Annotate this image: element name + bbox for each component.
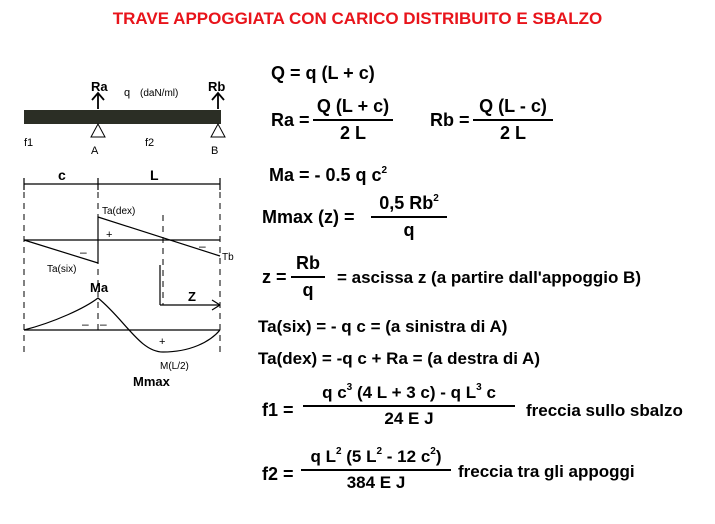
shear-tb: Tb bbox=[222, 252, 234, 263]
formula-ma-text: Ma = - 0.5 q c bbox=[269, 165, 382, 185]
formula-f2-num-a: q L bbox=[310, 447, 336, 466]
support-a-icon bbox=[91, 124, 105, 137]
formula-mmax-denominator: q bbox=[403, 220, 415, 240]
formula-f2-lhs: f2 = bbox=[262, 464, 294, 484]
formula-f2-exp-c: 2 bbox=[430, 446, 436, 457]
formula-ma-exponent: 2 bbox=[381, 165, 388, 176]
shear-sign-minus-right: – bbox=[199, 239, 206, 253]
formula-f1-lhs: f1 = bbox=[262, 400, 294, 420]
formula-f1-description: freccia sullo sbalzo bbox=[526, 401, 683, 420]
formula-rb-lhs: Rb = bbox=[430, 110, 470, 130]
moment-ma: Ma bbox=[90, 280, 109, 295]
label-f2: f2 bbox=[145, 137, 155, 149]
reaction-arrow-a bbox=[92, 93, 104, 109]
page-title: TRAVE APPOGGIATA CON CARICO DISTRIBUITO E SBALZO bbox=[112, 9, 603, 28]
formula-mmax-exponent: 2 bbox=[433, 193, 439, 204]
formula-f2-num-b: (5 L bbox=[346, 447, 377, 466]
dimension-c: c bbox=[58, 167, 66, 183]
formula-z-numerator: Rb bbox=[291, 253, 325, 278]
formula-f2-num-c: - 12 c bbox=[386, 447, 431, 466]
moment-sign-minus-b: – bbox=[100, 317, 107, 331]
formula-ra-lhs: Ra = bbox=[271, 110, 310, 130]
formula-z-description: = ascissa z (a partire dall'appoggio B) bbox=[337, 268, 641, 287]
moment-m-mid: M(L/2) bbox=[160, 361, 189, 372]
formula-ta-six: Ta(six) = - q c = (a sinistra di A) bbox=[258, 317, 508, 336]
formula-f1-denominator: 24 E J bbox=[384, 409, 434, 428]
formula-f1-fraction bbox=[303, 383, 515, 429]
formula-z-lhs: z = bbox=[262, 267, 287, 287]
shear-diagram bbox=[24, 217, 220, 263]
formula-rb-numerator: Q (L - c) bbox=[473, 96, 553, 121]
formula-ra-fraction bbox=[313, 96, 393, 144]
formula-mmax-numerator-text: 0,5 Rb bbox=[379, 193, 434, 213]
formula-f1-num-c: c bbox=[486, 383, 496, 402]
formula-mmax-fraction bbox=[371, 193, 447, 241]
reaction-arrow-b bbox=[212, 93, 224, 109]
formula-f2-denominator: 384 E J bbox=[346, 473, 406, 492]
formula-f2-exp-b: 2 bbox=[376, 446, 383, 457]
formula-f1-numerator bbox=[303, 383, 515, 407]
shear-ta-six: Ta(six) bbox=[47, 264, 77, 275]
formula-mmax-lhs: Mmax (z) = bbox=[262, 207, 355, 227]
formula-f1-exp-b: 3 bbox=[476, 382, 482, 393]
moment-mmax: Mmax bbox=[133, 374, 170, 389]
formula-rb-denominator: 2 L bbox=[499, 123, 526, 143]
formula-f1-num-a: q c bbox=[322, 383, 347, 402]
formula-f2-description: freccia tra gli appoggi bbox=[458, 462, 635, 481]
formula-q-total: Q = q (L + c) bbox=[271, 63, 375, 83]
formula-f2-exp-a: 2 bbox=[335, 446, 342, 457]
beam-diagram bbox=[0, 0, 260, 400]
formula-ta-dex: Ta(dex) = -q c + Ra = (a destra di A) bbox=[258, 349, 540, 368]
formula-f2-fraction bbox=[301, 447, 451, 493]
moment-sign-minus-a: – bbox=[82, 317, 89, 331]
beam bbox=[24, 110, 221, 124]
label-rb: Rb bbox=[208, 79, 226, 94]
formula-f2-num-d: ) bbox=[435, 447, 442, 466]
formula-rb-fraction bbox=[473, 96, 553, 144]
label-f1: f1 bbox=[24, 137, 34, 149]
formula-f1-exp-a: 3 bbox=[346, 382, 353, 393]
formula-z-fraction bbox=[291, 253, 325, 301]
formula-ra-numerator: Q (L + c) bbox=[313, 96, 393, 121]
shear-sign-plus: + bbox=[106, 229, 113, 241]
support-b-icon bbox=[211, 124, 225, 137]
moment-sign-plus: + bbox=[159, 336, 166, 348]
formula-f1-num-b: (4 L + 3 c) - q L bbox=[356, 383, 477, 402]
formula-f2-numerator bbox=[301, 447, 451, 471]
label-support-a: A bbox=[91, 145, 99, 157]
shear-sign-minus-left: – bbox=[80, 245, 87, 259]
label-support-b: B bbox=[211, 145, 219, 157]
formula-ma bbox=[269, 165, 387, 186]
dimension-l: L bbox=[150, 167, 159, 183]
label-q: q bbox=[124, 87, 131, 99]
moment-diagram bbox=[24, 265, 220, 352]
label-ra: Ra bbox=[91, 79, 108, 94]
shear-ta-dex: Ta(dex) bbox=[102, 206, 136, 217]
label-load-unit: (daN/ml) bbox=[140, 88, 179, 99]
formula-ra-denominator: 2 L bbox=[339, 123, 366, 143]
formula-mmax-numerator bbox=[371, 193, 447, 218]
moment-z: Z bbox=[188, 289, 196, 304]
formula-z-denominator: q bbox=[302, 280, 314, 300]
dimension-line bbox=[24, 178, 220, 190]
